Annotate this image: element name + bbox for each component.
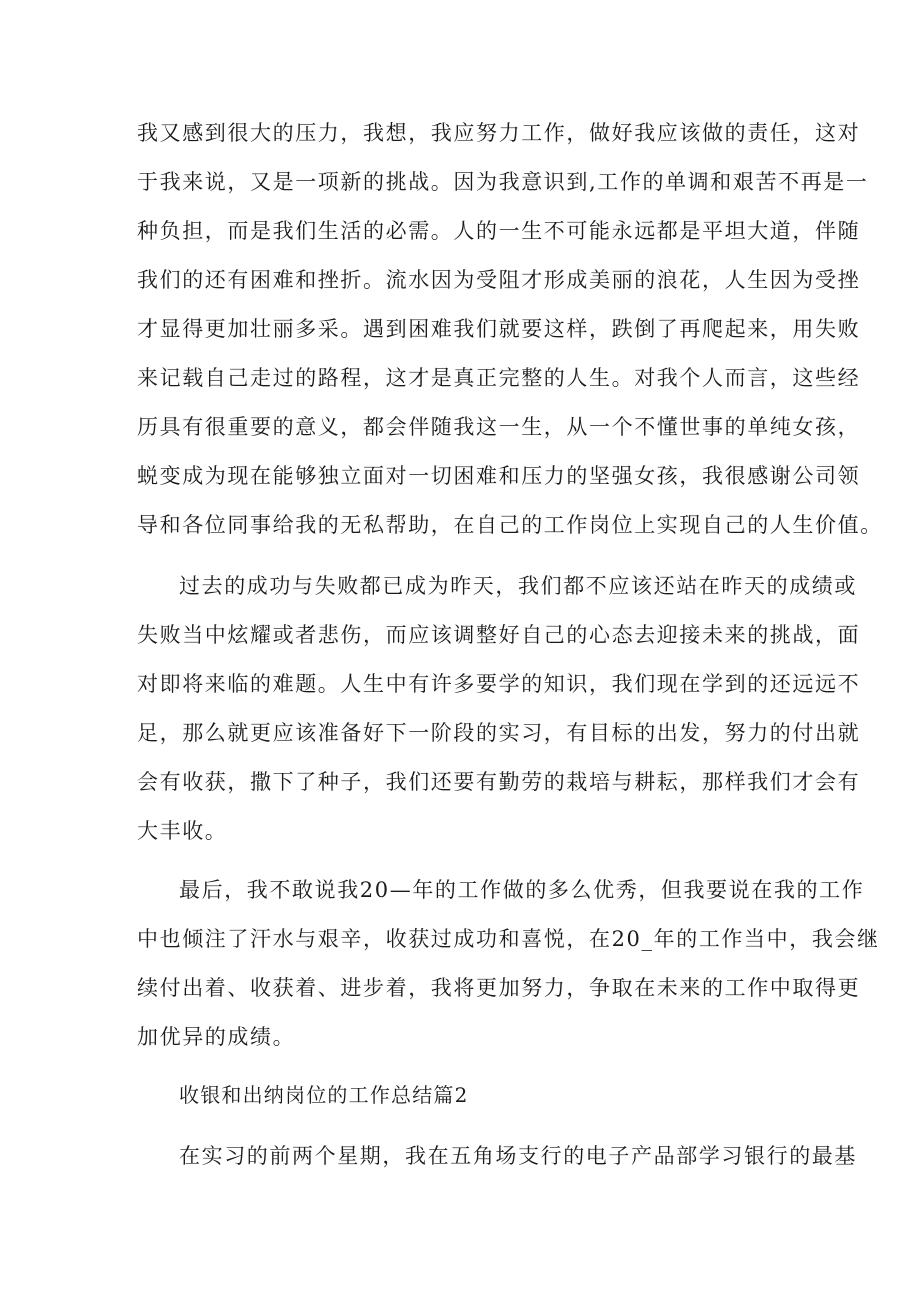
paragraph-line: 历具有很重要的意义，都会伴随我这一生，从一个不懂世事的单纯女孩， xyxy=(137,415,861,439)
paragraph-line: 导和各位同事给我的无私帮助，在自己的工作岗位上实现自己的人生价值。 xyxy=(137,513,883,537)
paragraph-line: 在实习的前两个星期，我在五角场支行的电子产品部学习银行的最基 xyxy=(179,1144,857,1168)
paragraph-line: 足，那么就更应该准备好下一阶段的实习，有目标的出发，努力的付出就 xyxy=(137,721,861,745)
paragraph-line: 于我来说，又是一项新的挑战。因为我意识到,工作的单调和艰苦不再是一 xyxy=(137,170,869,194)
paragraph-line: 加优异的成绩。 xyxy=(137,1025,296,1049)
paragraph-line: 蜕变成为现在能够独立面对一切困难和压力的坚强女孩，我很感谢公司领 xyxy=(137,464,861,488)
paragraph-line: 会有收获，撒下了种子，我们还要有勤劳的栽培与耕耘，那样我们才会有 xyxy=(137,770,861,794)
paragraph-line: 续付出着、收获着、进步着，我将更加努力，争取在未来的工作中取得更 xyxy=(137,976,861,1000)
paragraph-line: 中也倾注了汗水与艰辛，收获过成功和喜悦，在20_年的工作当中，我会继 xyxy=(137,927,880,951)
paragraph-line: 过去的成功与失败都已成为昨天，我们都不应该还站在昨天的成绩或 xyxy=(179,574,857,598)
paragraph-line: 种负担，而是我们生活的必需。人的一生不可能永远都是平坦大道，伴随 xyxy=(137,219,861,243)
section-heading: 收银和出纳岗位的工作总结篇2 xyxy=(179,1083,469,1107)
paragraph-line: 我们的还有困难和挫折。流水因为受阻才形成美丽的浪花，人生因为受挫 xyxy=(137,268,861,292)
paragraph-line: 大丰收。 xyxy=(137,819,228,843)
paragraph-line: 对即将来临的难题。人生中有许多要学的知识，我们现在学到的还远远不 xyxy=(137,672,861,696)
paragraph-line: 我又感到很大的压力，我想，我应努力工作，做好我应该做的责任，这对 xyxy=(137,121,861,145)
paragraph-line: 才显得更加壮丽多采。遇到困难我们就要这样，跌倒了再爬起来，用失败 xyxy=(137,317,861,341)
paragraph-line: 失败当中炫耀或者悲伤，而应该调整好自己的心态去迎接未来的挑战，面 xyxy=(137,623,861,647)
paragraph-line: 最后，我不敢说我20—年的工作做的多么优秀，但我要说在我的工作 xyxy=(179,878,865,902)
paragraph-line: 来记载自己走过的路程，这才是真正完整的人生。对我个人而言，这些经 xyxy=(137,366,861,390)
